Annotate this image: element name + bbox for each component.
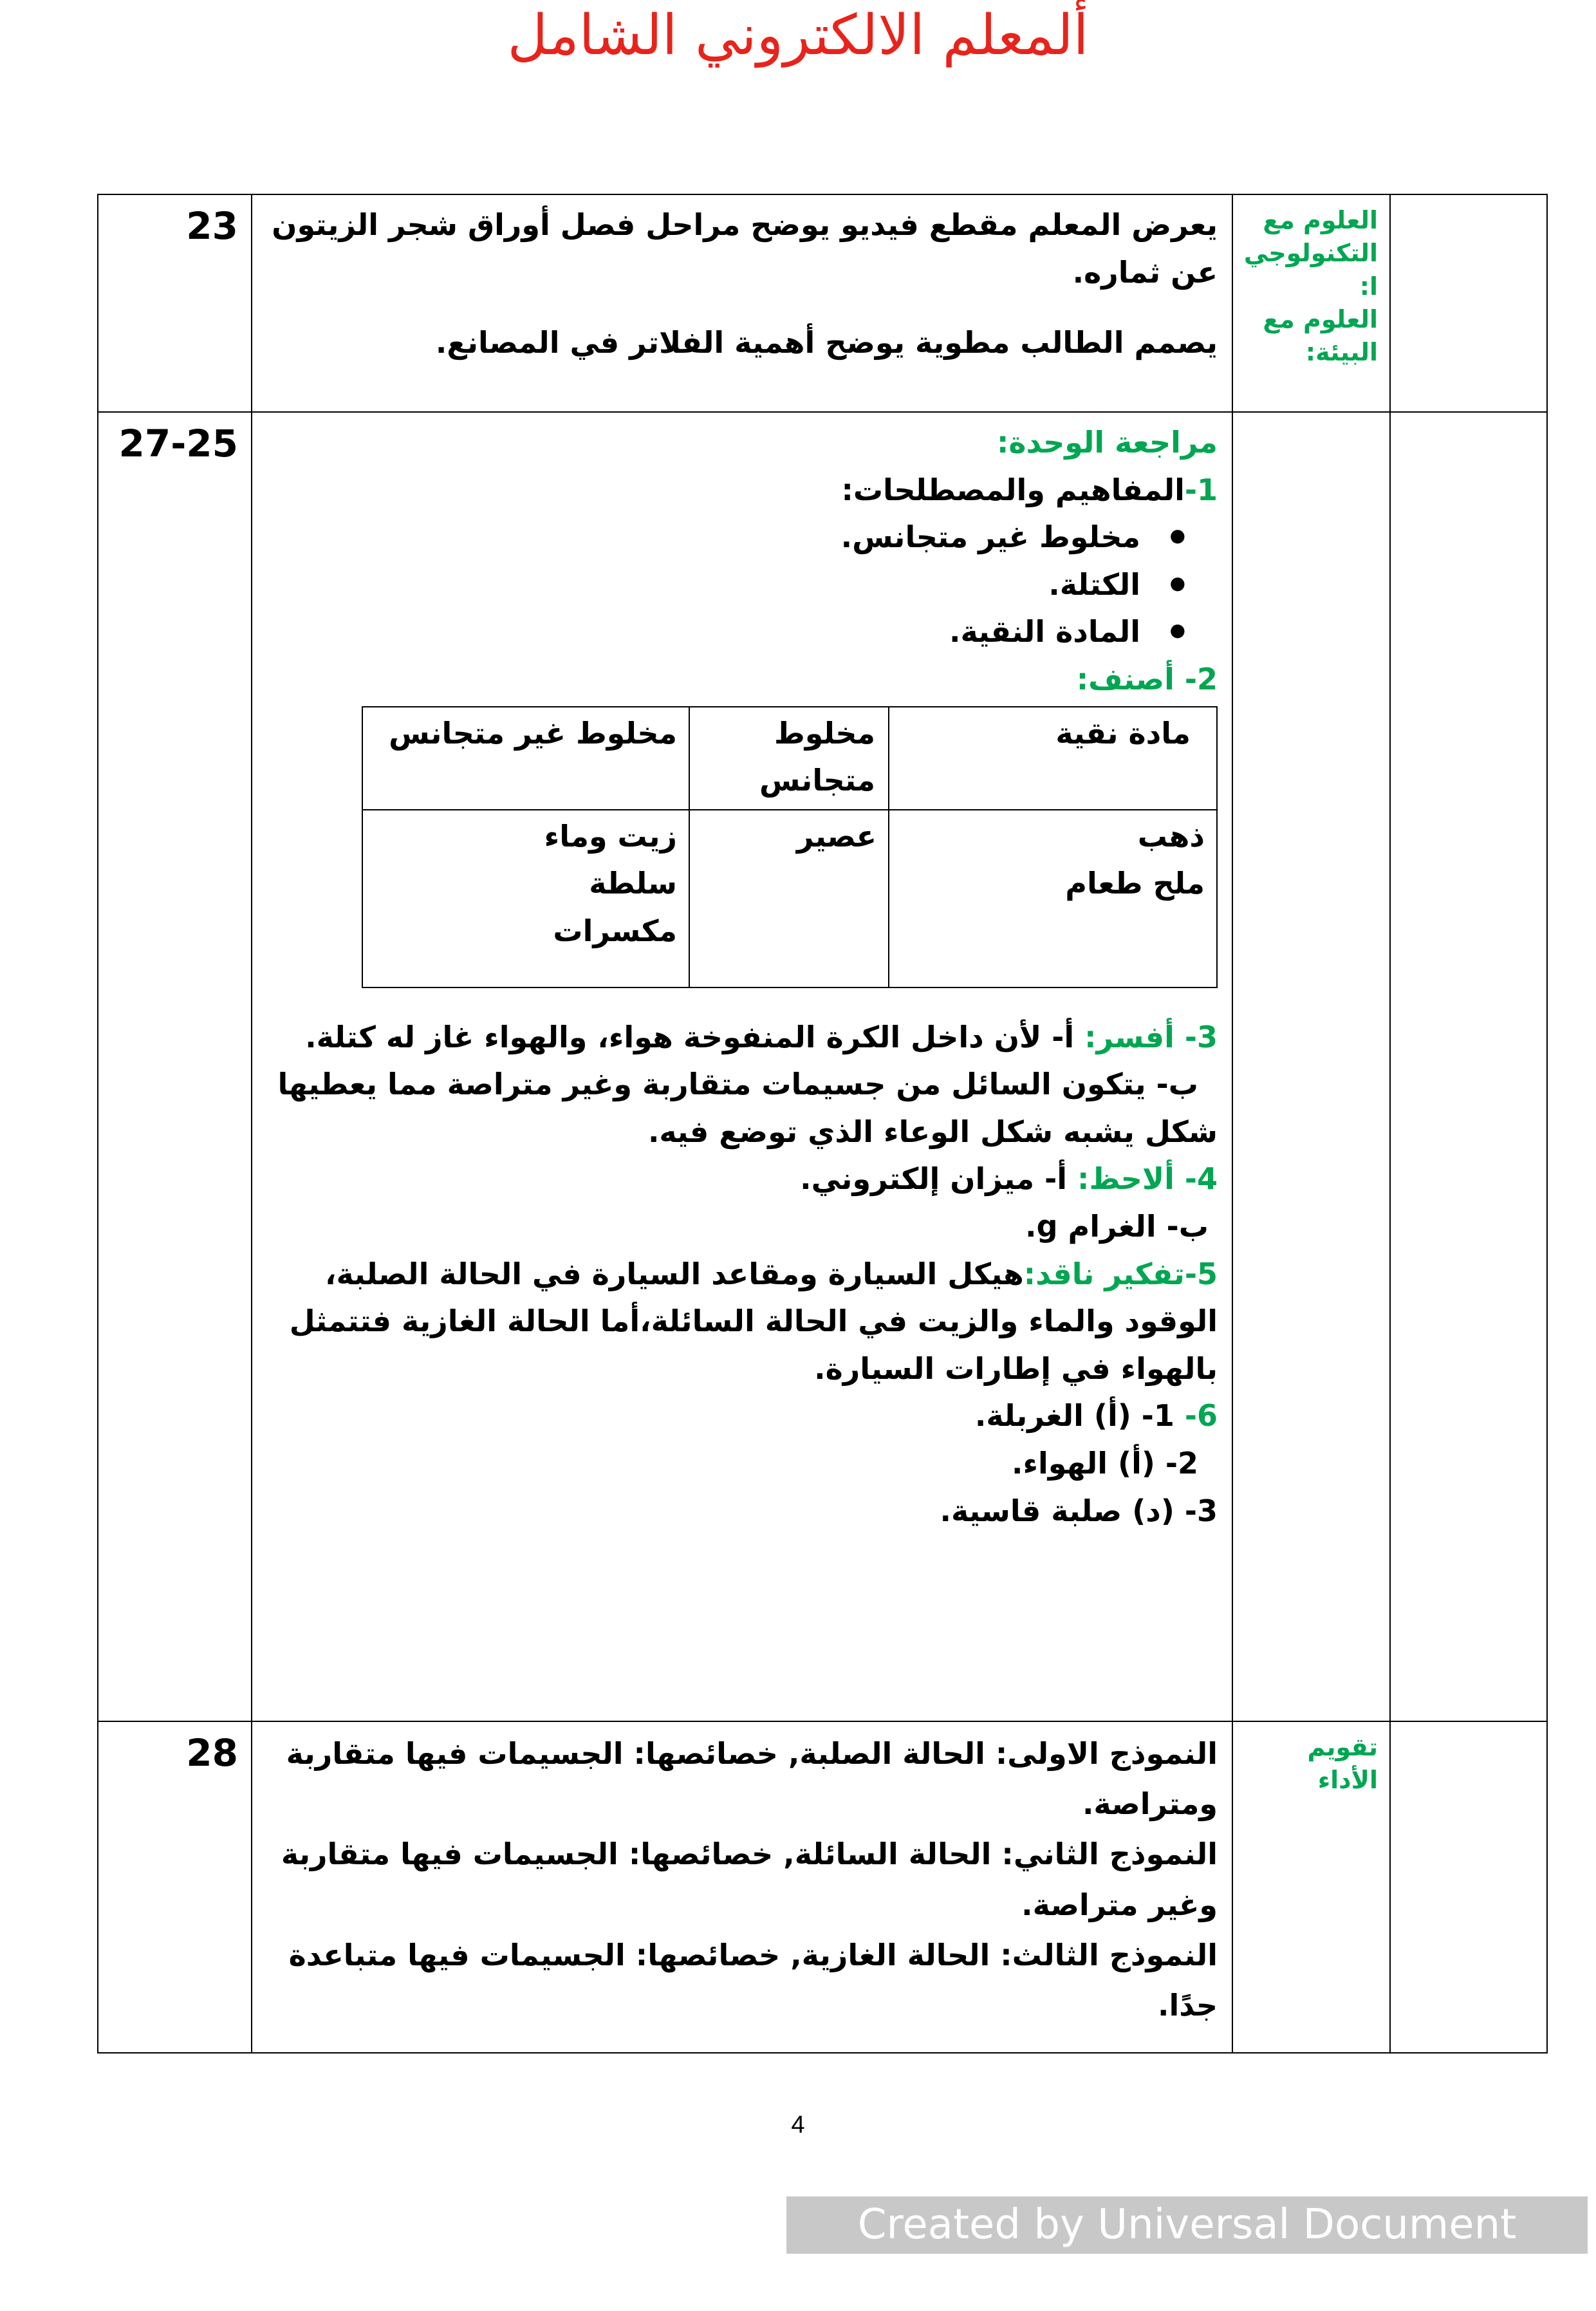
- observe-line: ب- الغرام g.: [1025, 1208, 1209, 1244]
- category-cell: [1232, 1721, 1390, 2053]
- critical-line: بالهواء في إطارات السيارة.: [814, 1351, 1218, 1386]
- category-line: العلوم مع: [1263, 304, 1378, 333]
- classify-table: [362, 706, 1218, 988]
- text-line: ومتراصة.: [1082, 1786, 1218, 1822]
- table-header: مخلوط متجانس: [689, 707, 889, 810]
- concepts-list: [268, 514, 1218, 656]
- text-line: النموذج الاولى: الحالة الصلبة, خصائصها: الجسيمات فيها متقاربة: [286, 1736, 1218, 1771]
- table-row: [98, 1721, 1547, 2053]
- category-cell: [1232, 194, 1390, 412]
- text-line: يصمم الطالب مطوية يوضح أهمية الفلاتر في المصانع.: [435, 325, 1218, 360]
- table-row: [98, 412, 1547, 1721]
- page-ref-cell: 27-25: [98, 412, 252, 1721]
- concepts-heading: 1-المفاهيم والمصطلحات:: [841, 472, 1218, 507]
- explain-line: 3- أفسر: أ- لأن داخل الكرة المنفوخة هواء، والهواء غاز له كتلة.: [305, 1019, 1218, 1054]
- list-item: ● المادة النقية.: [268, 608, 1140, 656]
- table-cell: زيت وماء سلطة مكسرات: [362, 810, 689, 987]
- explain-line: شكل يشبه شكل الوعاء الذي توضع فيه.: [647, 1114, 1218, 1149]
- category-line: ا:: [1359, 272, 1378, 301]
- mcq-line: 6- 1- (أ) الغربلة.: [974, 1398, 1218, 1434]
- classify-heading: 2- أصنف:: [1076, 661, 1218, 697]
- category-line: العلوم مع: [1263, 206, 1378, 234]
- critical-line: الوقود والماء والزيت في الحالة السائلة،أما الحالة الغازية فتتمثل: [289, 1304, 1218, 1339]
- empty-cell: [1390, 194, 1547, 412]
- assessment-cell: [252, 1721, 1232, 2053]
- critical-line: 5-تفكير ناقد:هيكل السيارة ومقاعد السيارة في الحالة الصلبة،: [325, 1256, 1218, 1291]
- category-line: البيئة:: [1305, 338, 1378, 367]
- text-line: عن ثماره.: [1072, 254, 1218, 290]
- text-line: النموذج الثالث: الحالة الغازية, خصائصها: الجسيمات فيها متباعدة: [288, 1937, 1218, 1972]
- list-item: ● مخلوط غير متجانس.: [268, 514, 1140, 561]
- lesson-table: [97, 194, 1548, 2054]
- page-number: 4: [791, 2111, 805, 2138]
- page-title: ألمعلم الالكتروني الشامل: [507, 3, 1089, 68]
- list-item: ● الكتلة.: [268, 561, 1140, 609]
- text-line: وغير متراصة.: [1021, 1887, 1218, 1922]
- text-line: يعرض المعلم مقطع فيديو يوضح مراحل فصل أوراق شجر الزيتون: [272, 207, 1218, 242]
- observe-line: 4- ألاحظ: أ- ميزان إلكتروني.: [800, 1161, 1218, 1197]
- table-cell: عصير: [689, 810, 889, 987]
- text-line: جدًا.: [1158, 1987, 1218, 2023]
- table-row: [98, 194, 1547, 412]
- review-cell: [252, 412, 1232, 1721]
- table-header: مخلوط غير متجانس: [362, 707, 689, 810]
- table-cell: ذهب ملح طعام: [889, 810, 1217, 987]
- text-line: النموذج الثاني: الحالة السائلة, خصائصها: الجسيمات فيها متقاربة: [281, 1837, 1218, 1872]
- page-ref-cell: 28: [98, 1721, 252, 2053]
- category-line: تقويم: [1307, 1733, 1378, 1761]
- review-heading: مراجعة الوحدة:: [996, 425, 1218, 460]
- table-header: مادة نقية: [889, 707, 1217, 810]
- category-line: التكنولوجي: [1243, 239, 1378, 268]
- mcq-line: 2- (أ) الهواء.: [1012, 1445, 1198, 1481]
- watermark: Created by Universal Document Converter: [786, 2196, 1588, 2254]
- empty-cell: [1390, 1721, 1547, 2053]
- page-ref-cell: 23: [98, 194, 252, 412]
- category-line: الأداء: [1317, 1766, 1378, 1795]
- explain-line: ب- يتكون السائل من جسيمات متقاربة وغير متراصة مما يعطيها: [277, 1067, 1198, 1102]
- category-cell: [1232, 412, 1390, 1721]
- mcq-line: 3- (د) صلبة قاسية.: [940, 1493, 1218, 1528]
- empty-cell: [1390, 412, 1547, 1721]
- activity-cell: [252, 194, 1232, 412]
